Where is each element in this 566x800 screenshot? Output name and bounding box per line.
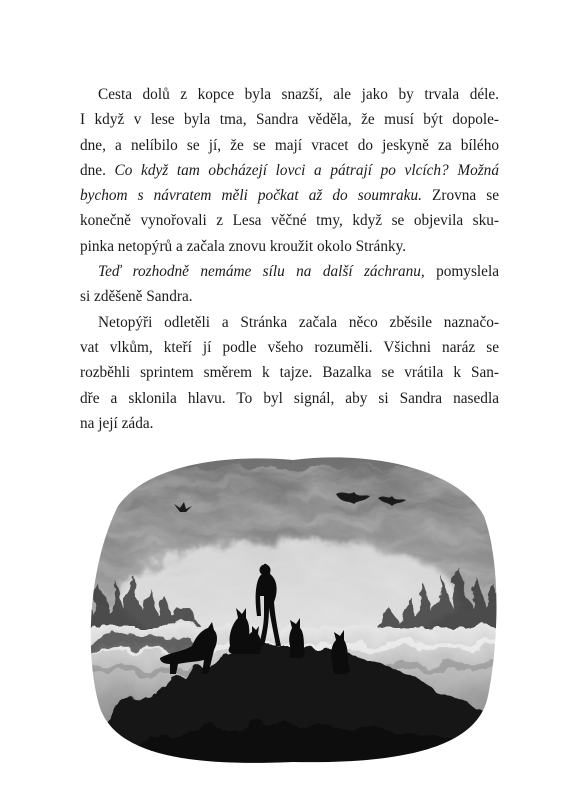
text-line — [80, 158, 499, 183]
text-segment: dře a sklonila hlavu. To byl signál, aby si Sandra nasedla — [80, 389, 499, 407]
wolves-illustration — [78, 446, 504, 770]
body-text — [80, 82, 499, 436]
text-segment: I když v lese byla tma, Sandra věděla, že musí být dopole- — [80, 111, 499, 129]
text-segment: pinka netopýrů a začala znovu kroužit okolo Stránky. — [80, 237, 407, 255]
text-line — [80, 284, 499, 309]
text-line — [80, 183, 499, 208]
text-segment: Zrovna se — [421, 187, 499, 205]
text-line — [80, 259, 499, 284]
text-segment: rozběhli sprintem směrem k tajze. Bazalka se vrátila k San- — [80, 364, 499, 382]
italic-text: Co když tam obcházejí lovci a pátrají po vlcích? Možná — [114, 161, 499, 179]
illustration-art — [78, 446, 504, 770]
text-segment: dne, a nelíbilo se jí, že se mají vracet do jeskyně za bílého — [80, 136, 499, 154]
text-line — [80, 360, 499, 385]
text-segment: dne. — [80, 161, 115, 179]
text-segment: Cesta dolů z kopce byla snazší, ale jako by trvala déle. — [98, 86, 499, 103]
text-segment: na její záda. — [80, 414, 154, 432]
text-line — [80, 310, 499, 335]
text-line — [80, 234, 499, 259]
text-line — [80, 208, 499, 233]
text-line — [80, 82, 499, 107]
text-segment: pomyslela — [424, 263, 499, 281]
text-segment: vat vlkům, kteří jí podle všeho rozuměli. Všichni naráz se — [80, 338, 499, 356]
text-segment: si zděšeně Sandra. — [80, 288, 193, 306]
text-segment: Netopýři odletěli a Stránka začala něco zběsile naznačo- — [98, 313, 499, 331]
text-line — [80, 411, 499, 436]
text-line — [80, 335, 499, 360]
paragraph — [80, 310, 499, 436]
italic-text: Teď rozhodně nemáme sílu na další záchranu, — [98, 263, 425, 281]
text-segment: konečně vynořovali z Lesa věčné tmy, když se objevila sku- — [80, 212, 499, 230]
paragraph — [80, 82, 499, 259]
italic-text: bychom s návratem měli počkat až do soumraku. — [80, 187, 422, 205]
text-line — [80, 133, 499, 158]
text-line — [80, 107, 499, 132]
paragraph — [80, 259, 499, 310]
text-line — [80, 386, 499, 411]
